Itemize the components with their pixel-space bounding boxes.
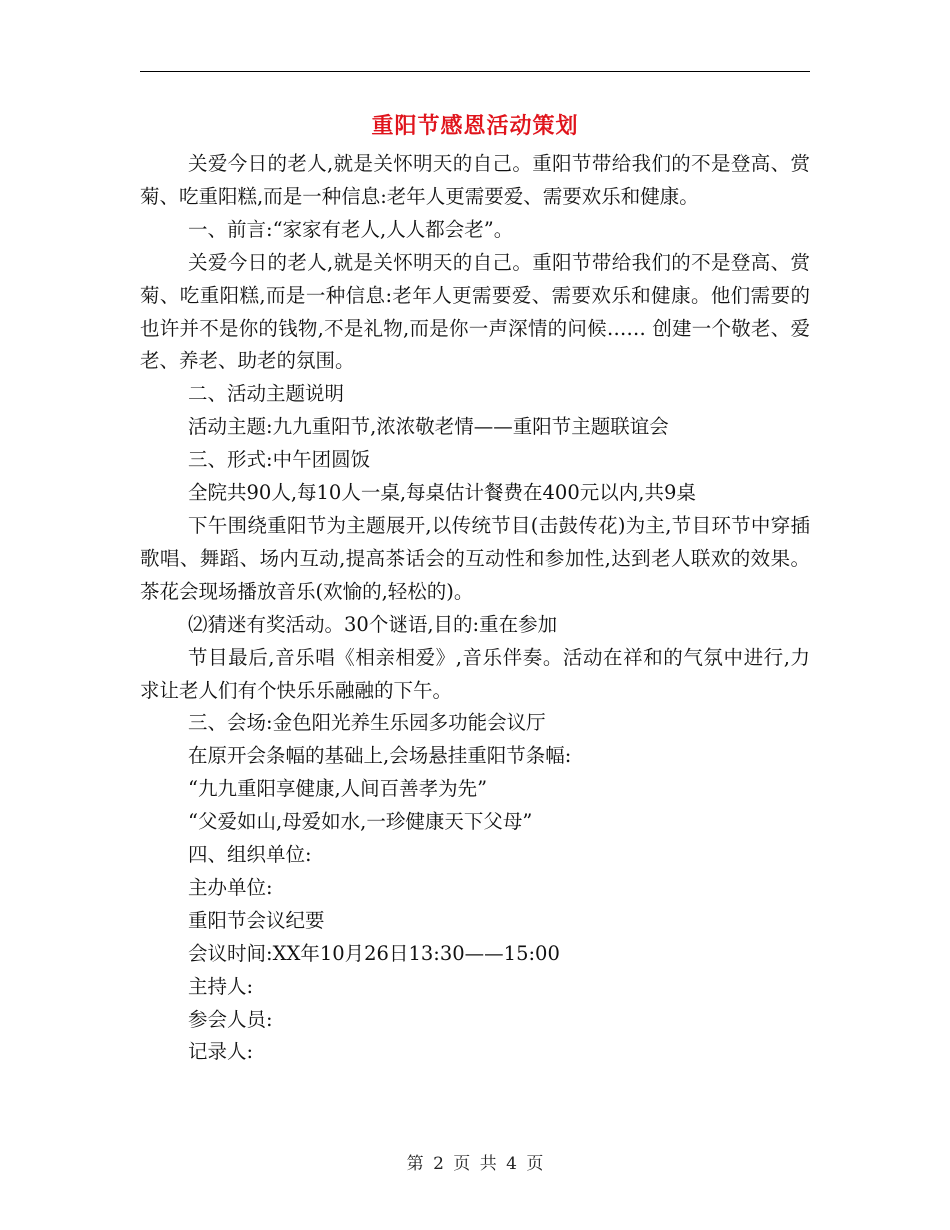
moderator-label: 主持人:: [188, 974, 254, 998]
closing-program-paragraph: 节目最后,音乐唱《相亲相爱》,音乐伴奏。活动在祥和的气氛中进行,力求让老人们有个快乐乐融融的下午。: [140, 645, 810, 702]
theme-line: 活动主题:九九重阳节,浓浓敬老情——重阳节主题联谊会: [188, 415, 669, 439]
banner-intro: 在原开会条幅的基础上,会场悬挂重阳节条幅:: [188, 744, 572, 768]
afternoon-program-paragraph: 下午围绕重阳节为主题展开,以传统节目(击鼓传花)为主,节目环节中穿插歌唱、舞蹈、场内互动,提高茶话会的互动性和参加性,达到老人联欢的效果。茶花会现场播放音乐(欢愉的,轻松的)。: [140, 513, 810, 603]
preface-paragraph: 关爱今日的老人,就是关怀明天的自己。重阳节带给我们的不是登高、赏菊、吃重阳糕,而是一种信息:老年人更需要爱、需要欢乐和健康。他们需要的也许并不是你的钱物,不是礼物,而是你一声深情的问候…… 创建一个敬老、爱老、养老、助老的氛围。: [140, 250, 810, 373]
document-title: 重阳节感恩活动策划: [371, 113, 579, 139]
meeting-time: 会议时间:XX年10月26日13:30——15:00: [188, 941, 560, 965]
document-body: [140, 148, 810, 1069]
banner-slogan-1: “九九重阳享健康,人间百善孝为先”: [188, 777, 488, 801]
minutes-heading: 重阳节会议纪要: [188, 908, 325, 932]
section-preface-heading: 一、前言:“家家有老人,人人都会老”。: [188, 217, 514, 241]
section-theme-heading: 二、活动主题说明: [188, 382, 345, 406]
riddle-activity: ⑵猜迷有奖活动。30个谜语,目的:重在参加: [188, 612, 558, 636]
intro-paragraph: 关爱今日的老人,就是关怀明天的自己。重阳节带给我们的不是登高、赏菊、吃重阳糕,而是一种信息:老年人更需要爱、需要欢乐和健康。: [140, 152, 810, 208]
dinner-details: 全院共90人,每10人一桌,每桌估计餐费在400元以内,共9桌: [188, 481, 696, 505]
section-organizer-heading: 四、组织单位:: [188, 843, 312, 867]
section-venue-heading: 三、会场:金色阳光养生乐园多功能会议厅: [188, 711, 546, 735]
attendees-label: 参会人员:: [188, 1007, 273, 1031]
header-rule: [140, 71, 810, 72]
banner-slogan-2: “父爱如山,母爱如水,一珍健康天下父母”: [188, 810, 533, 834]
recorder-label: 记录人:: [188, 1040, 254, 1064]
page-number: 第 2 页 共 4 页: [406, 1154, 544, 1174]
section-format-heading: 三、形式:中午团圆饭: [188, 448, 371, 472]
host-unit-label: 主办单位:: [188, 875, 273, 899]
